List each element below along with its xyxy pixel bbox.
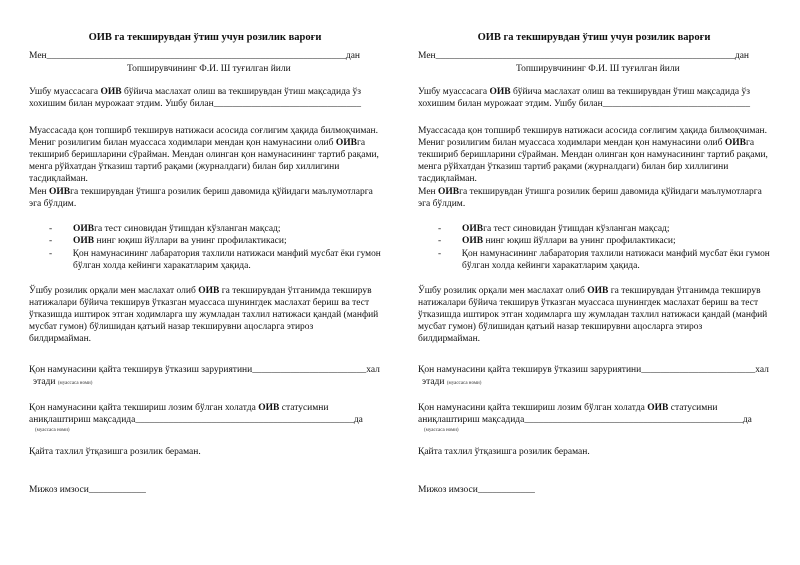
consent-line: Қайта тахлил ўтқазишга розилик бераман. (418, 447, 590, 457)
bullet-text: ОИВ нинг юқиш йўллари ва унинг профилактикаси; (462, 236, 676, 246)
para4-line4: мусбат гумон) бўлишидан қатъий назар текширувни ацосларга этироз (29, 322, 314, 332)
bullet-item-3 (49, 249, 381, 260)
signature-line: Мижоз имзоси____________ (29, 485, 146, 495)
bullet-text: Қон намунасининг лабаратория тахлили натижаси манфий мусбат ёки гумон (461, 249, 770, 259)
para2-line3: текшириб беришларини сўрайман. Мендан олинган қон намунасининг тартиб рақами, (418, 150, 768, 160)
para2-line5: тасдиқлайман. (29, 174, 88, 184)
name-line: Мен_______________________________________________________________дан (418, 51, 750, 61)
retest-line2 (422, 377, 481, 389)
para4-line5: билдирмайман. (418, 334, 481, 344)
bullet-text: ОИВга тест синовидан ўтишдан кўзланган мақсад; (462, 224, 670, 234)
form-copy-right (418, 0, 770, 565)
signature-line: Мижоз имзоси____________ (418, 485, 535, 495)
para2-line2: Мениг розилигим билан муассаса ходимлари мендан қон намунасини олиб ОИВга (29, 138, 366, 148)
para4-line1: Ўшбу розилик орқали мен маслахат олиб ОИВ га текширувдан ўтганимда текширув (29, 286, 372, 296)
consent-line: Қайта тахлил ўтқазишга розилик бераман. (29, 447, 201, 457)
bullet-item-1 (438, 224, 670, 235)
retest-note: (муассаса номи) (446, 381, 482, 386)
para1-line2: хохишим билан мурожаат этдим. Ушбу билан_______________________________ (418, 99, 750, 109)
para4-line2: натижалари бўйича текширув ўтказган муассаса шунингдек маслахат бериш ва тест (418, 298, 759, 308)
para2-line1: Муассасада қон топширб текширув натижаси асосида соғлигим ҳақида билмоқчиман. (418, 126, 768, 136)
para2-line1: Муассасада қон топширб текширув натижаси асосида соғлигим ҳақида билмоқчиман. (29, 126, 379, 136)
para4-line3: ўтказишда иштирок этган ходимларга шу жумладан тахлил натижаси қандай (манфий (418, 310, 768, 320)
name-line: Мен_______________________________________________________________дан (29, 51, 361, 61)
retest-line1: Қон намунасини қайта текширув ўтказиш заруриятини________________________хал (418, 365, 769, 375)
para4-line4: мусбат гумон) бўлишидан қатъий назар текширувни ацосларга этироз (418, 322, 703, 332)
bullet-item-3-line2: бўлган холда кейинги харакатларим ҳақида. (462, 261, 640, 271)
bullet-item-2 (49, 236, 287, 247)
bullet-mark: - (438, 236, 442, 246)
para2-line4: менга рўйхатдан ўтказиш тартиб рақами (журналдаги) билан бир хиллигини (29, 162, 340, 172)
bullet-item-2 (438, 236, 676, 247)
bullet-text: ОИВ нинг юқиш йўллари ва унинг профилактикаси; (73, 236, 287, 246)
status-note: (муассаса номи) (35, 428, 70, 433)
bullet-item-3-line2: бўлган холда кейинги харакатларим ҳақида. (73, 261, 251, 271)
bullet-text: Қон намунасининг лабаратория тахлили натижаси манфий мусбат ёки гумон (72, 249, 381, 259)
bullet-mark: - (438, 249, 442, 259)
retest-line2 (33, 377, 92, 389)
para3-line2: эга бўлдим. (418, 199, 466, 209)
bullet-text: ОИВга тест синовидан ўтишдан кўзланган мақсад; (73, 224, 281, 234)
para2-line5: тасдиқлайман. (418, 174, 477, 184)
status-line1: Қон намунасини қайта текшириш лозим бўлган холатда ОИВ статусимни (418, 403, 718, 413)
bullet-item-1 (49, 224, 281, 235)
para2-line4: менга рўйхатдан ўтказиш тартиб рақами (журналдаги) билан бир хиллигини (418, 162, 729, 172)
name-caption: Топширувчининг Ф.И. Ш туғилган йили (127, 64, 291, 74)
para4-line2: натижалари бўйича текширув ўтказган муассаса шунингдек маслахат бериш ва тест (29, 298, 370, 308)
form-title: ОИВ га текширувдан ўтиш учун розилик вароғи (88, 32, 322, 43)
bullet-mark: - (49, 224, 53, 234)
retest-word: этади (33, 377, 56, 387)
para1-line2: хохишим билан мурожаат этдим. Ушбу билан_______________________________ (29, 99, 361, 109)
para3-line1: Мен ОИВга текширувдан ўтишга розилик бериш давомида қўйидаги маълумотларга (29, 187, 373, 197)
retest-word: этади (422, 377, 445, 387)
para3-line2: эга бўлдим. (29, 199, 77, 209)
bullet-mark: - (49, 249, 53, 259)
para4-line1: Ўшбу розилик орқали мен маслахат олиб ОИВ га текширувдан ўтганимда текширув (418, 286, 761, 296)
para4-line3: ўтказишда иштирок этган ходимларга шу жумладан тахлил натижаси қандай (манфий (29, 310, 379, 320)
retest-note: (муассаса номи) (57, 381, 93, 386)
form-copy-left (29, 0, 381, 565)
bullet-mark: - (438, 224, 442, 234)
para1-line1: Ушбу муассасага ОИВ бўйича маслахат олиш ва текширувдан ўтиш мақсадида ўз (29, 87, 362, 97)
bullet-mark: - (49, 236, 53, 246)
para2-line2: Мениг розилигим билан муассаса ходимлари мендан қон намунасини олиб ОИВга (418, 138, 755, 148)
status-line1: Қон намунасини қайта текшириш лозим бўлган холатда ОИВ статусимни (29, 403, 329, 413)
status-line2: аниқлаштириш мақсадида______________________________________________да (418, 415, 752, 425)
status-note: (муассаса номи) (424, 428, 459, 433)
status-line2: аниқлаштириш мақсадида______________________________________________да (29, 415, 363, 425)
para4-line5: билдирмайман. (29, 334, 92, 344)
bullet-item-3 (438, 249, 770, 260)
name-caption: Топширувчининг Ф.И. Ш туғилган йили (516, 64, 680, 74)
form-title: ОИВ га текширувдан ўтиш учун розилик вароғи (477, 32, 711, 43)
retest-line1: Қон намунасини қайта текширув ўтказиш заруриятини________________________хал (29, 365, 380, 375)
para2-line3: текшириб беришларини сўрайман. Мендан олинган қон намунасининг тартиб рақами, (29, 150, 379, 160)
para3-line1: Мен ОИВга текширувдан ўтишга розилик бериш давомида қўйидаги маълумотларга (418, 187, 762, 197)
para1-line1: Ушбу муассасага ОИВ бўйича маслахат олиш ва текширувдан ўтиш мақсадида ўз (418, 87, 751, 97)
